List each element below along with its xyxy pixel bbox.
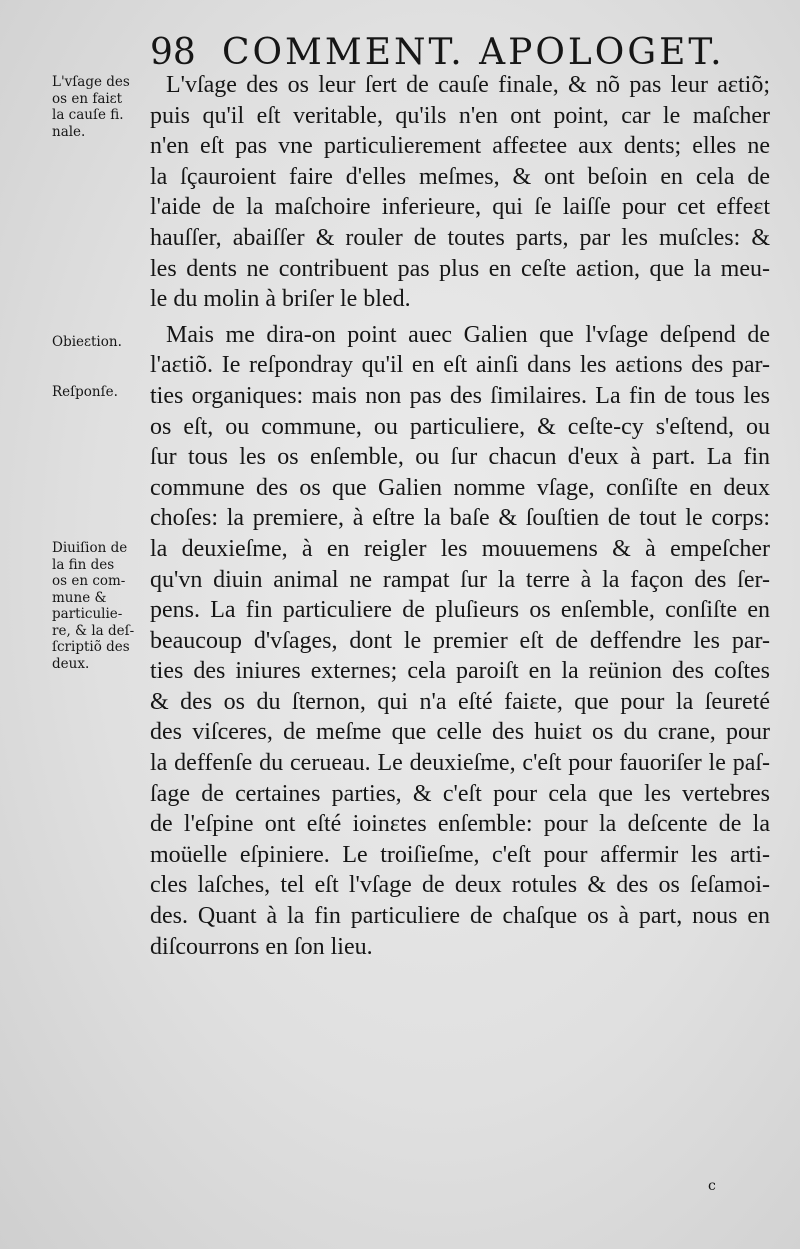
- text-line: ties des iniures externes; cela paroiſt en la reünion des coſtes: [150, 658, 770, 685]
- margin-note-division: Diuiſion de la fin des os en com- mune & particulie- re, & la deſ- ſcriptiõ des deux.: [52, 540, 135, 672]
- text-line: de l'eſpine ont eſté ioinɛtes enſemble: pour la deſcente de la: [150, 811, 770, 838]
- text-line: diſcourrons en ſon lieu.: [150, 933, 373, 960]
- page-mark: c: [708, 1178, 716, 1194]
- text-line: ſage de certaines parties, & c'eſt pour cela que les vertebres: [150, 780, 770, 807]
- text-line: la ſçauroient faire d'elles meſmes, & ont beſoin en cela de: [150, 163, 770, 190]
- text-line: l'aide de la maſchoire inferieure, qui ſe laiſſe pour cet effeɛt: [150, 194, 770, 221]
- text-line: commune des os que Galien nomme vſage, conſiſte en deux: [150, 474, 770, 501]
- text-line: qu'vn diuin animal ne rampat ſur la terre à la façon des ſer-: [150, 566, 770, 593]
- running-title: COMMENT. APOLOGET.: [222, 32, 725, 73]
- text-line: os eſt, ou commune, ou particuliere, & ceſte-cy s'eſtend, ou: [150, 413, 770, 440]
- text-line: le du molin à briſer le bled.: [150, 286, 411, 313]
- text-line: des. Quant à la fin particuliere de chaſque os à part, nous en: [150, 903, 770, 930]
- text-line: l'aɛtiõ. Ie reſpondray qu'il en eſt ainſi dans les aɛtions des par-: [150, 352, 770, 379]
- text-line: & des os du ſternon, qui n'a eſté faiɛte, que pour la ſeureté: [150, 688, 770, 715]
- text-line: la deffenſe du cerueau. Le deuxieſme, c'eſt pour fauoriſer le paſ-: [150, 750, 770, 777]
- text-line: hauſſer, abaiſſer & rouler de toutes parts, par les muſcles: &: [150, 224, 770, 251]
- margin-note-objection: Obieɛtion.: [52, 334, 122, 350]
- text-line: L'vſage des os leur ſert de cauſe finale, & nõ pas leur aɛtiõ;: [166, 72, 770, 98]
- page-number: 98: [150, 32, 196, 73]
- text-line: les dents ne contribuent pas plus en ceſte aɛtion, que la meu-: [150, 255, 770, 282]
- text-line: des viſceres, de meſme que celle des huiɛt os du crane, pour: [150, 719, 770, 746]
- body-text: [150, 70, 770, 962]
- text-line: ties organiques: mais non pas des ſimilaires. La fin de tous les: [150, 382, 770, 409]
- text-line: choſes: la premiere, à eſtre la baſe & ſouſtien de tout le corps:: [150, 505, 770, 532]
- text-line: pens. La fin particuliere de pluſieurs os enſemble, conſiſte en: [150, 597, 770, 624]
- margin-note-usage: L'vſage des os en faiɛt la cauſe fi. nale.: [52, 74, 130, 140]
- text-line: moüelle eſpiniere. Le troiſieſme, c'eſt pour affermir les arti-: [150, 841, 770, 868]
- text-line: beaucoup d'vſages, dont le premier eſt de deffendre les par-: [150, 627, 770, 654]
- text-line: ſur tous les os enſemble, ou ſur chacun d'eux à part. La fin: [150, 444, 770, 471]
- text-line: cles laſches, tel eſt l'vſage de deux rotules & des os ſeſamoi-: [150, 872, 770, 899]
- text-line: la deuxieſme, à en reigler les mouuemens & à empeſcher: [150, 535, 770, 562]
- text-line: n'en eſt pas vne particulierement affeɛtee aux dents; elles ne: [150, 133, 770, 160]
- text-line: puis qu'il eſt veritable, qu'ils n'en ont point, car le maſcher: [150, 102, 770, 129]
- text-line: Mais me dira-on point auec Galien que l'vſage deſpend de: [166, 321, 770, 348]
- margin-note-response: Reſponſe.: [52, 384, 118, 400]
